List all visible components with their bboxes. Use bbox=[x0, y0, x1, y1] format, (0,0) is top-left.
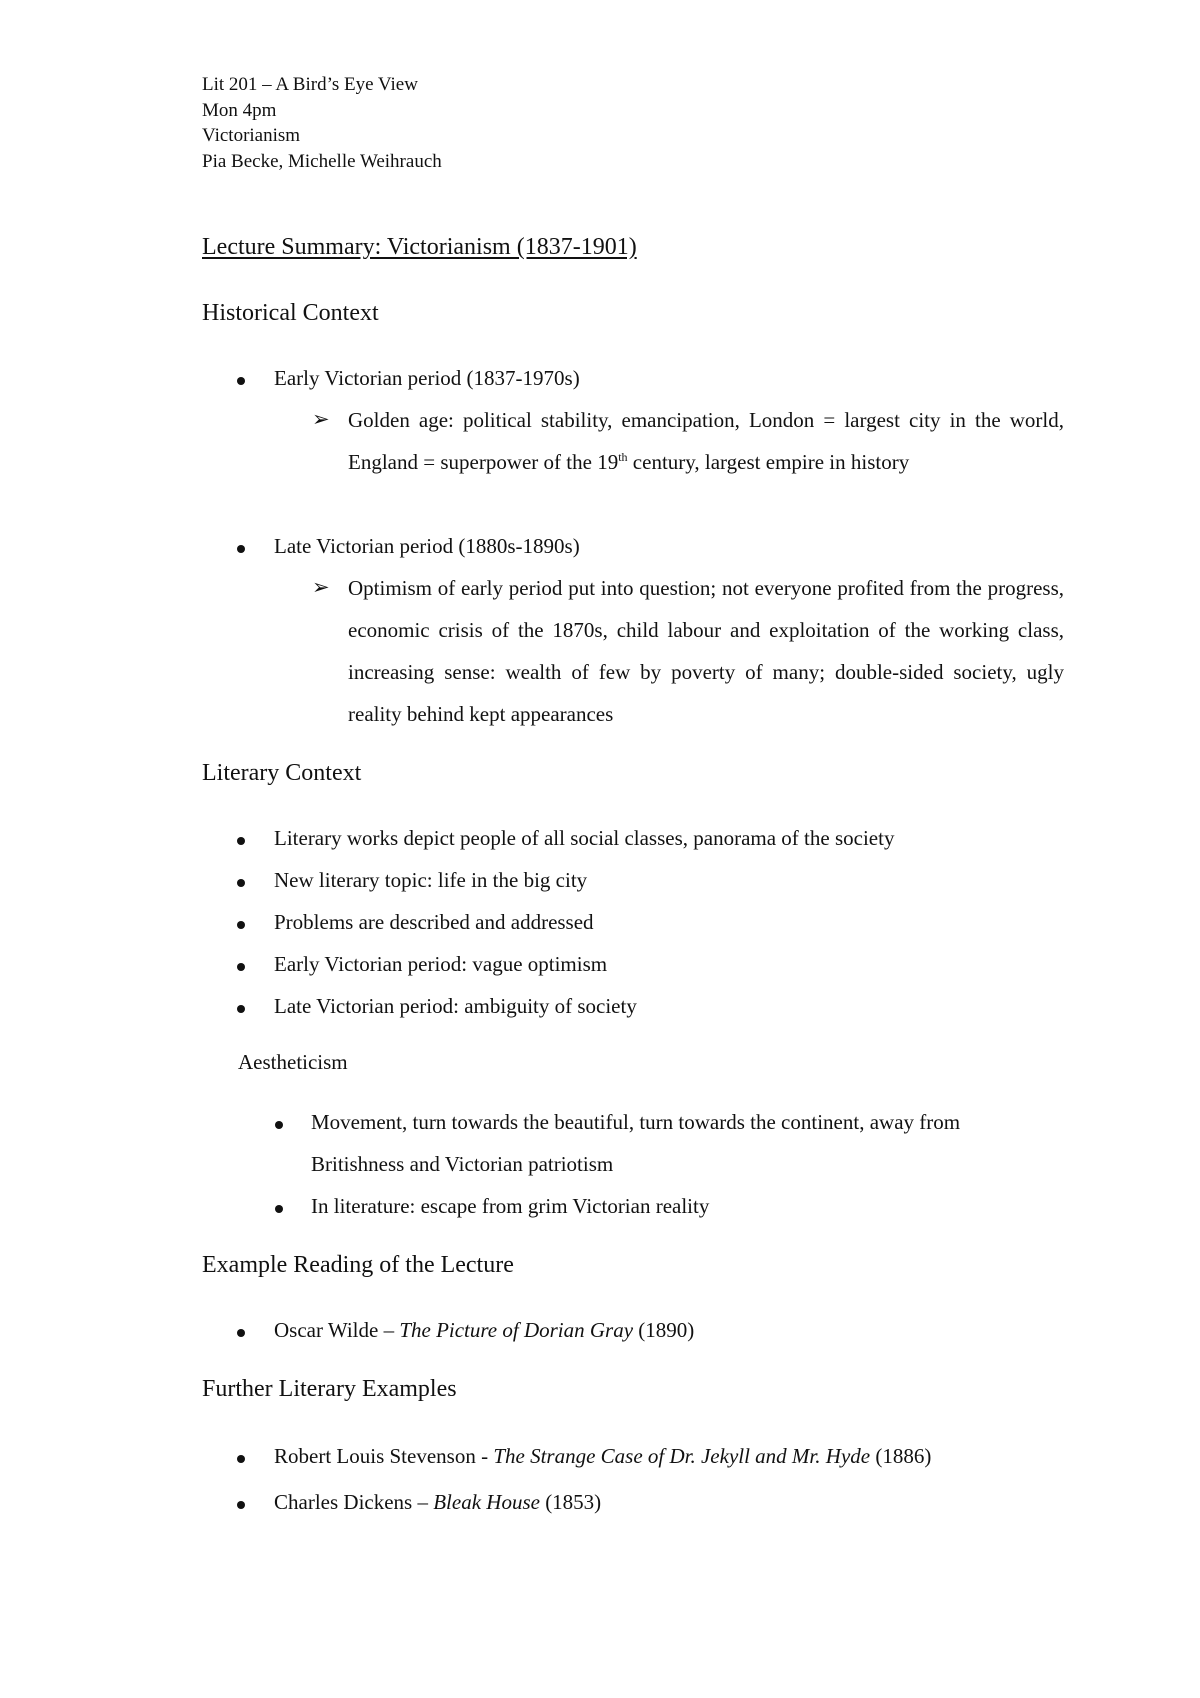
bullet-icon bbox=[237, 377, 245, 385]
list-item-label: Late Victorian period (1880s-1890s) bbox=[274, 534, 580, 558]
list-item-label: Late Victorian period: ambiguity of society bbox=[274, 994, 637, 1018]
list-item-label: Oscar Wilde – The Picture of Dorian Gray (1890) bbox=[274, 1318, 695, 1342]
time-line: Mon 4pm bbox=[202, 100, 277, 121]
literary-heading: Literary Context bbox=[202, 760, 362, 786]
topic-line: Victorianism bbox=[202, 125, 301, 146]
bullet-icon bbox=[237, 1005, 245, 1013]
bullet-icon bbox=[237, 921, 245, 929]
list-item-label: New literary topic: life in the big city bbox=[274, 868, 588, 892]
late-detail: Optimism of early period put into question; not everyone profited from the progress, economic crisis of the 1870s, child labour and exploitation of the working class, increasing sense: wealth of few by poverty of many; double-sided society, ugly reality behind kept appearances bbox=[348, 576, 1064, 726]
list-item-label: Literary works depict people of all social classes, panorama of the society bbox=[274, 826, 895, 850]
bullet-icon bbox=[237, 879, 245, 887]
bullet-icon bbox=[237, 1501, 245, 1509]
further-examples-heading: Further Literary Examples bbox=[202, 1376, 457, 1402]
authors-line: Pia Becke, Michelle Weihrauch bbox=[202, 151, 442, 172]
bullet-icon bbox=[237, 837, 245, 845]
work-title: The Strange Case of Dr. Jekyll and Mr. Hyde bbox=[493, 1444, 871, 1468]
list-item-label: Charles Dickens – Bleak House (1853) bbox=[274, 1490, 602, 1514]
bullet-icon bbox=[237, 1329, 245, 1337]
list-item-label: Early Victorian period (1837-1970s) bbox=[274, 366, 580, 390]
list-item-label: Early Victorian period: vague optimism bbox=[274, 952, 608, 976]
page-title: Lecture Summary: Victorianism (1837-1901) bbox=[202, 234, 637, 260]
arrow-bullet-icon: ➢ bbox=[312, 407, 330, 431]
list-item-label: Problems are described and addressed bbox=[274, 910, 594, 934]
early-detail: Golden age: political stability, emancipation, London = largest city in the world, England = superpower of the 19th century, largest empire in history bbox=[348, 408, 1064, 474]
list-item-label: Robert Louis Stevenson - The Strange Case of Dr. Jekyll and Mr. Hyde (1886) bbox=[274, 1444, 932, 1468]
bullet-icon bbox=[237, 1455, 245, 1463]
bullet-icon bbox=[275, 1121, 283, 1129]
bullet-icon bbox=[275, 1205, 283, 1213]
bullet-icon bbox=[237, 545, 245, 553]
arrow-bullet-icon: ➢ bbox=[312, 575, 330, 599]
list-item-continuation: Britishness and Victorian patriotism bbox=[311, 1152, 614, 1176]
aestheticism-heading: Aestheticism bbox=[238, 1050, 348, 1074]
historical-heading: Historical Context bbox=[202, 300, 379, 326]
bullet-icon bbox=[237, 963, 245, 971]
work-title: Bleak House bbox=[433, 1490, 540, 1514]
work-title: The Picture of Dorian Gray bbox=[399, 1318, 634, 1342]
list-item-label: In literature: escape from grim Victorian reality bbox=[311, 1194, 710, 1218]
example-reading-heading: Example Reading of the Lecture bbox=[202, 1252, 514, 1278]
course-line: Lit 201 – A Bird’s Eye View bbox=[202, 74, 418, 95]
list-item-label: Movement, turn towards the beautiful, turn towards the continent, away from bbox=[311, 1110, 961, 1134]
